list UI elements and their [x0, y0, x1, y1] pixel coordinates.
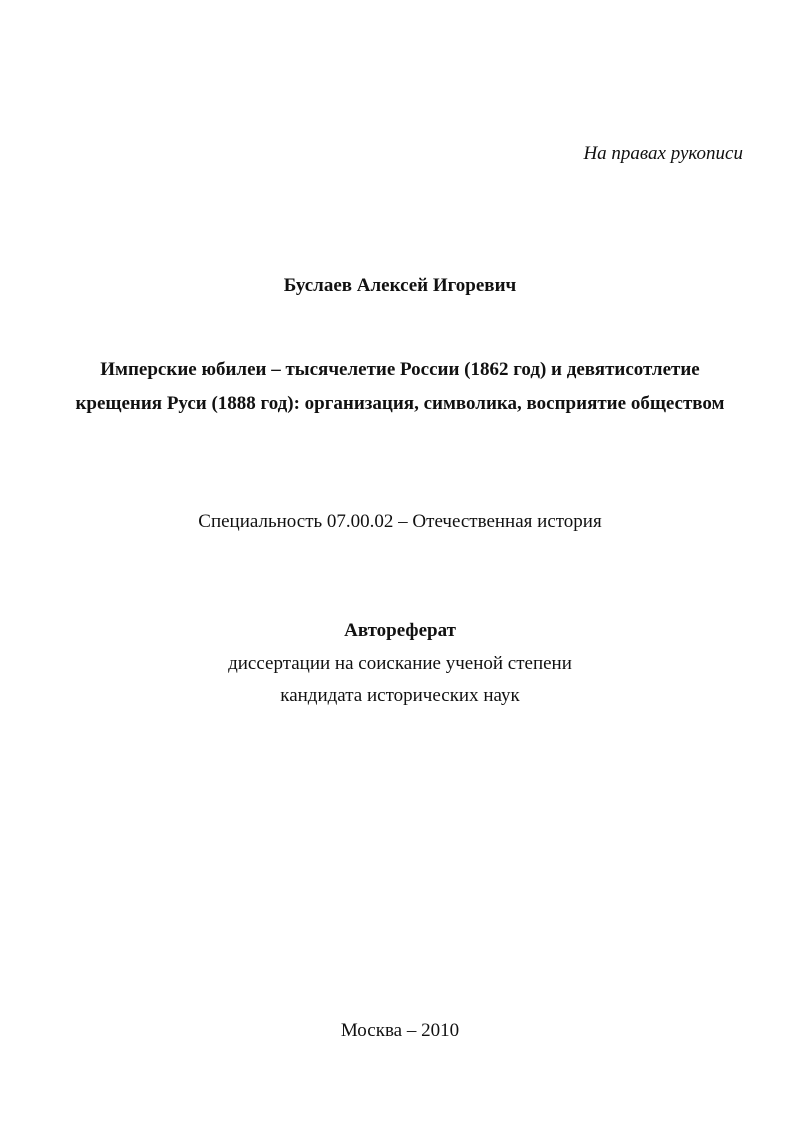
specialty-line: Специальность 07.00.02 – Отечественная история	[198, 511, 602, 532]
abstract-heading: Автореферат	[344, 620, 456, 641]
place-year: Москва – 2010	[340, 1020, 460, 1041]
title-line: крещения Руси (1888 год): организация, символика, восприятие обществом	[75, 393, 725, 414]
title-line: Имперские юбилеи – тысячелетие России (1862 год) и девятисотлетие	[100, 359, 700, 380]
author-name: Буслаев Алексей Игоревич	[283, 275, 517, 296]
manuscript-rights-note: На правах рукописи	[583, 143, 743, 164]
abstract-line: диссертации на соискание ученой степени	[228, 653, 572, 674]
abstract-line: кандидата исторических наук	[280, 685, 520, 706]
